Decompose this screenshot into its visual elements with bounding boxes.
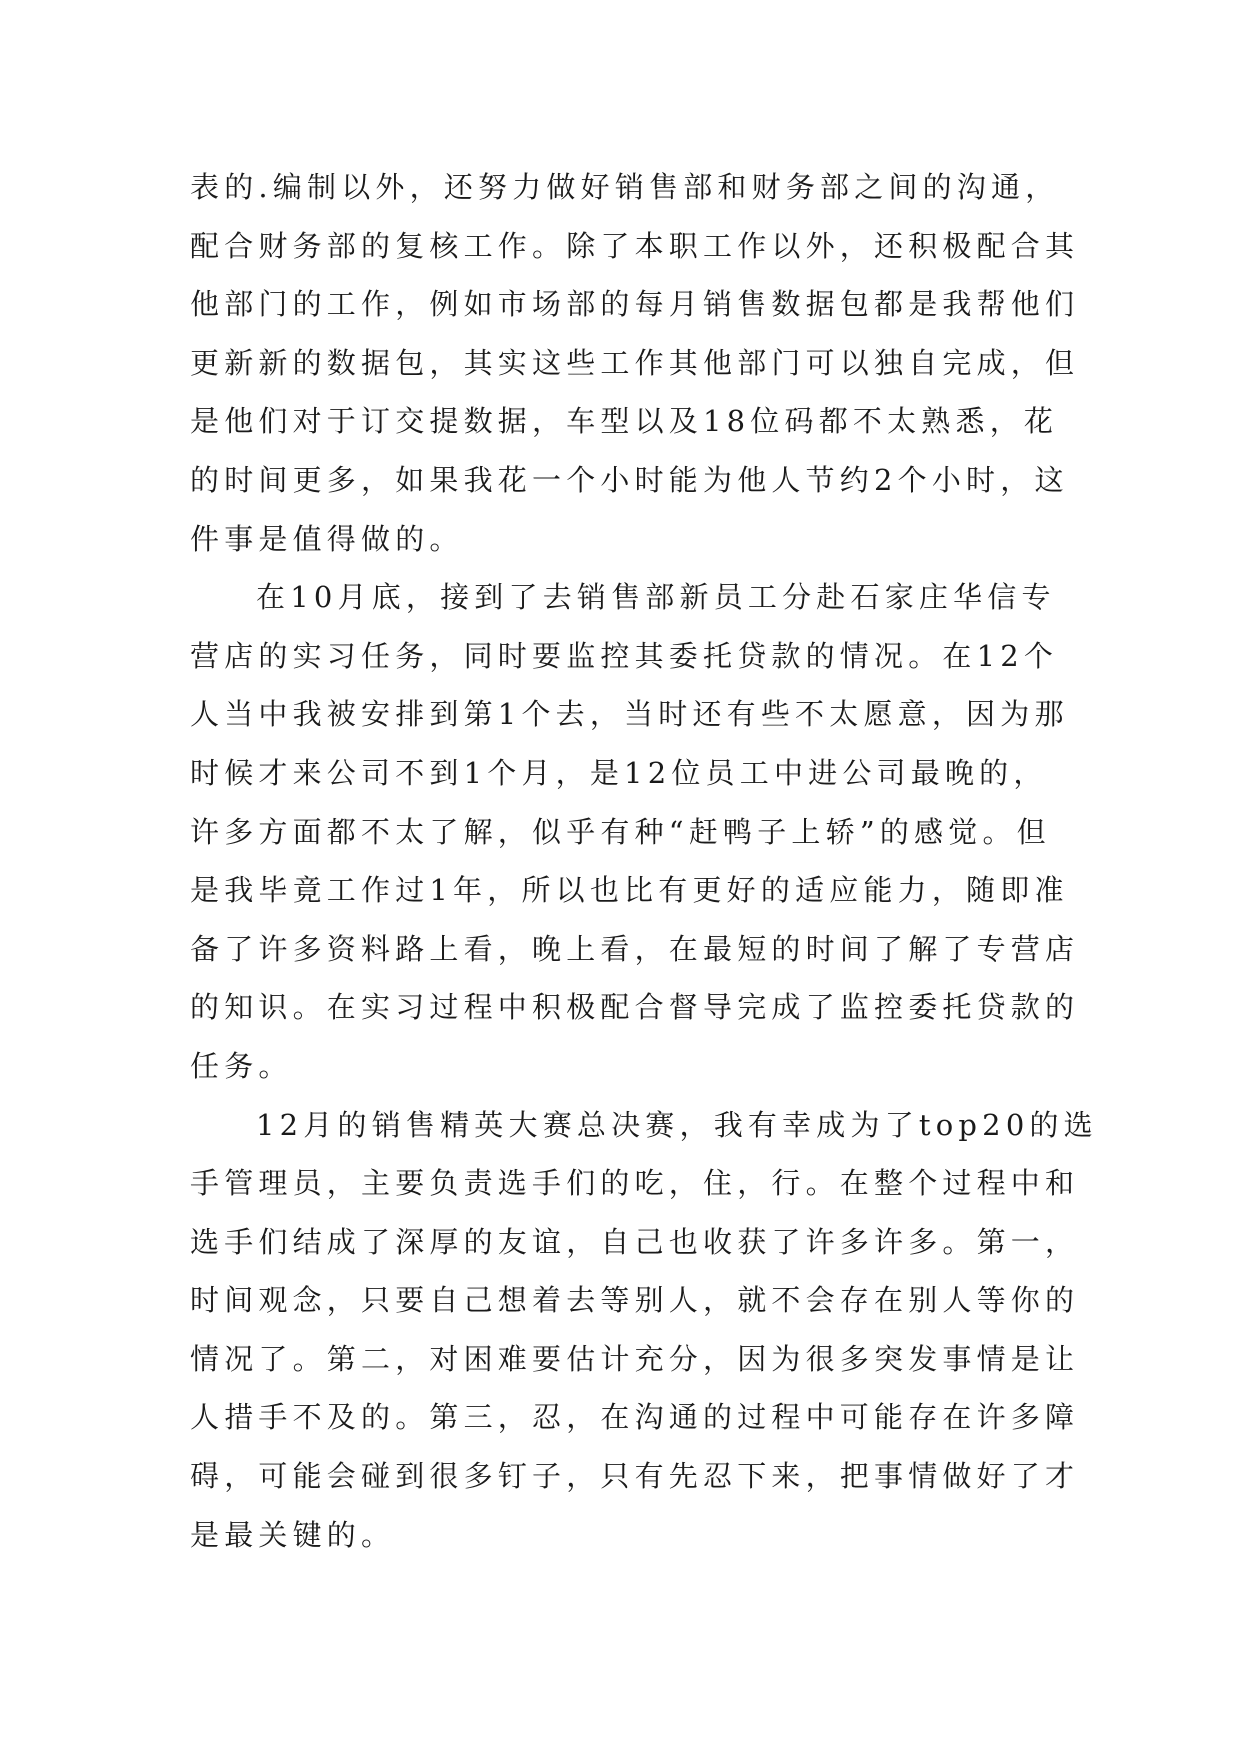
text-line: 配合财务部的复核工作。除了本职工作以外，还积极配合其 xyxy=(190,228,1080,263)
text-line: 手管理员，主要负责选手们的吃，住，行。在整个过程中和 xyxy=(190,1166,1080,1201)
text-line: 许多方面都不太了解，似乎有种“赶鸭子上轿”的感觉。但 xyxy=(190,814,1051,849)
text-line: 营店的实习任务，同时要监控其委托贷款的情况。在12个 xyxy=(190,638,1059,673)
text-line: 碍，可能会碰到很多钉子，只有先忍下来，把事情做好了才 xyxy=(190,1459,1080,1494)
text-line: 他部门的工作，例如市场部的每月销售数据包都是我帮他们 xyxy=(190,287,1080,322)
text-line: 是我毕竟工作过1年，所以也比有更好的适应能力，随即准 xyxy=(190,873,1069,908)
text-line: 表的.编制以外，还努力做好销售部和财务部之间的沟通， xyxy=(190,170,1060,204)
text-line: 是他们对于订交提数据，车型以及18位码都不太熟悉，花 xyxy=(190,404,1059,439)
text-line: 人当中我被安排到第1个去，当时还有些不太愿意，因为那 xyxy=(190,697,1069,732)
text-line: 是最关键的。 xyxy=(190,1517,396,1552)
text-line: 选手们结成了深厚的友谊，自己也收获了许多许多。第一， xyxy=(190,1224,1080,1259)
text-line: 备了许多资料路上看，晚上看，在最短的时间了解了专营店 xyxy=(190,931,1080,966)
text-line: 时候才来公司不到1个月，是12位员工中进公司最晚的， xyxy=(190,755,1048,790)
text-line: 的时间更多，如果我花一个小时能为他人节约2个小时，这 xyxy=(190,462,1069,497)
text-line: 人措手不及的。第三，忍，在沟通的过程中可能存在许多障 xyxy=(190,1400,1080,1435)
text-line: 任务。 xyxy=(190,1048,293,1083)
text-line: 情况了。第二，对困难要估计充分，因为很多突发事情是让 xyxy=(190,1341,1080,1376)
paragraph-first-line: 12月的销售精英大赛总决赛，我有幸成为了top20的选 xyxy=(256,1107,1098,1142)
text-line: 时间观念，只要自己想着去等别人，就不会存在别人等你的 xyxy=(190,1283,1080,1318)
body-text xyxy=(190,158,1098,1564)
paragraph-first-line: 在10月底，接到了去销售部新员工分赴石家庄华信专 xyxy=(256,580,1056,615)
text-line: 更新新的数据包，其实这些工作其他部门可以独自完成，但 xyxy=(190,345,1080,380)
text-line: 件事是值得做的。 xyxy=(190,521,464,556)
text-line: 的知识。在实习过程中积极配合督导完成了监控委托贷款的 xyxy=(190,990,1080,1025)
